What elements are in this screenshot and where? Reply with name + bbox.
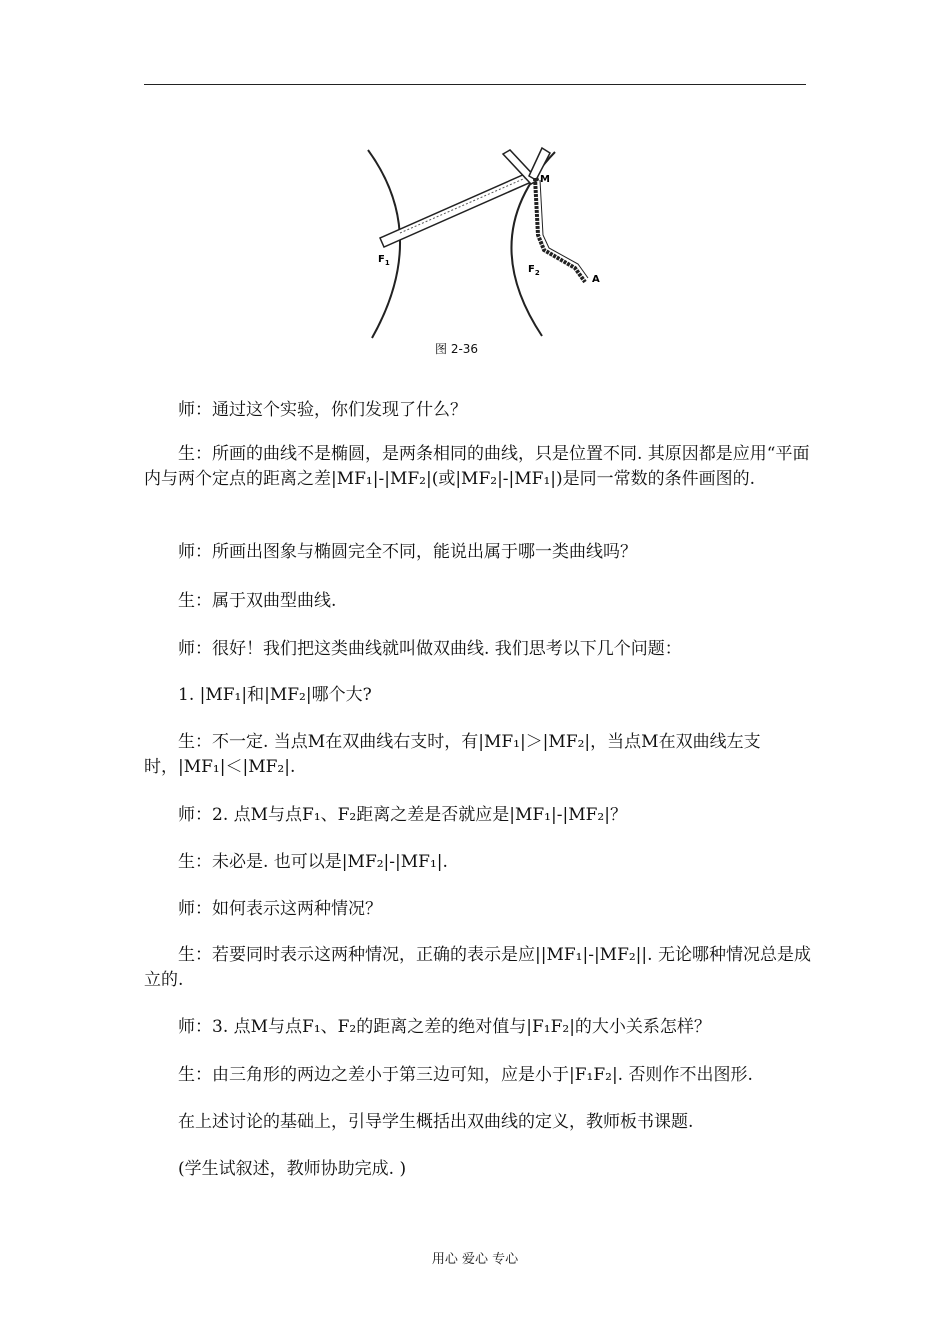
label-a: A [592, 274, 600, 285]
hyperbola-diagram [360, 140, 610, 350]
label-m: M [540, 174, 550, 185]
figure-caption: 图 2-36 [435, 342, 479, 356]
paragraph-2: 生：所画的曲线不是椭圆，是两条相同的曲线，只是位置不同. 其原因都是应用“平面内与两个定点的距离之差|MF₁|-|MF₂|(或|MF₂|-|MF₁|)是同一常数的条件画图的. [144, 444, 810, 489]
ruler [380, 170, 538, 247]
paragraph-13: 生：由三角形的两边之差小于第三边可知，应是小于|F₁F₂|. 否则作不出图形. [144, 1065, 753, 1085]
label-f2: $F_2$ [528, 264, 540, 277]
header-rule [144, 84, 806, 85]
hyperbola-figure [360, 140, 610, 360]
paragraph-6: 1. |MF₁|和|MF₂|哪个大? [144, 685, 372, 705]
paragraph-14: 在上述讨论的基础上，引导学生概括出双曲线的定义，教师板书课题. [144, 1112, 694, 1132]
paragraph-12: 师：3. 点M与点F₁、F₂的距离之差的绝对值与|F₁F₂|的大小关系怎样？ [144, 1017, 711, 1037]
paragraph-3: 师：所画出图象与椭圆完全不同，能说出属于哪一类曲线吗？ [144, 542, 637, 562]
paragraph-5: 师：很好！我们把这类曲线就叫做双曲线. 我们思考以下几个问题： [144, 639, 682, 659]
label-f1: $F_1$ [378, 254, 390, 267]
paragraph-15: (学生试叙述，教师协助完成. ) [144, 1159, 407, 1179]
paragraph-1: 师：通过这个实验，你们发现了什么？ [144, 400, 467, 420]
page-footer: 用心 爱心 专心 [431, 1252, 519, 1267]
paragraph-11: 生：若要同时表示这两种情况，正确的表示是应||MF₁|-|MF₂||. 无论哪种情况总是成立的. [144, 945, 811, 990]
paragraph-8: 师：2. 点M与点F₁、F₂距离之差是否就应是|MF₁|-|MF₂|？ [144, 805, 627, 825]
paragraph-9: 生：未必是. 也可以是|MF₂|-|MF₁|. [144, 852, 448, 872]
paragraph-7: 生：不一定. 当点M在双曲线右支时，有|MF₁|＞|MF₂|，当点M在双曲线左支时，|MF₁|＜|MF₂|. [144, 732, 761, 777]
paragraph-4: 生：属于双曲型曲线. [144, 591, 337, 611]
paragraph-10: 师：如何表示这两种情况？ [144, 899, 382, 919]
